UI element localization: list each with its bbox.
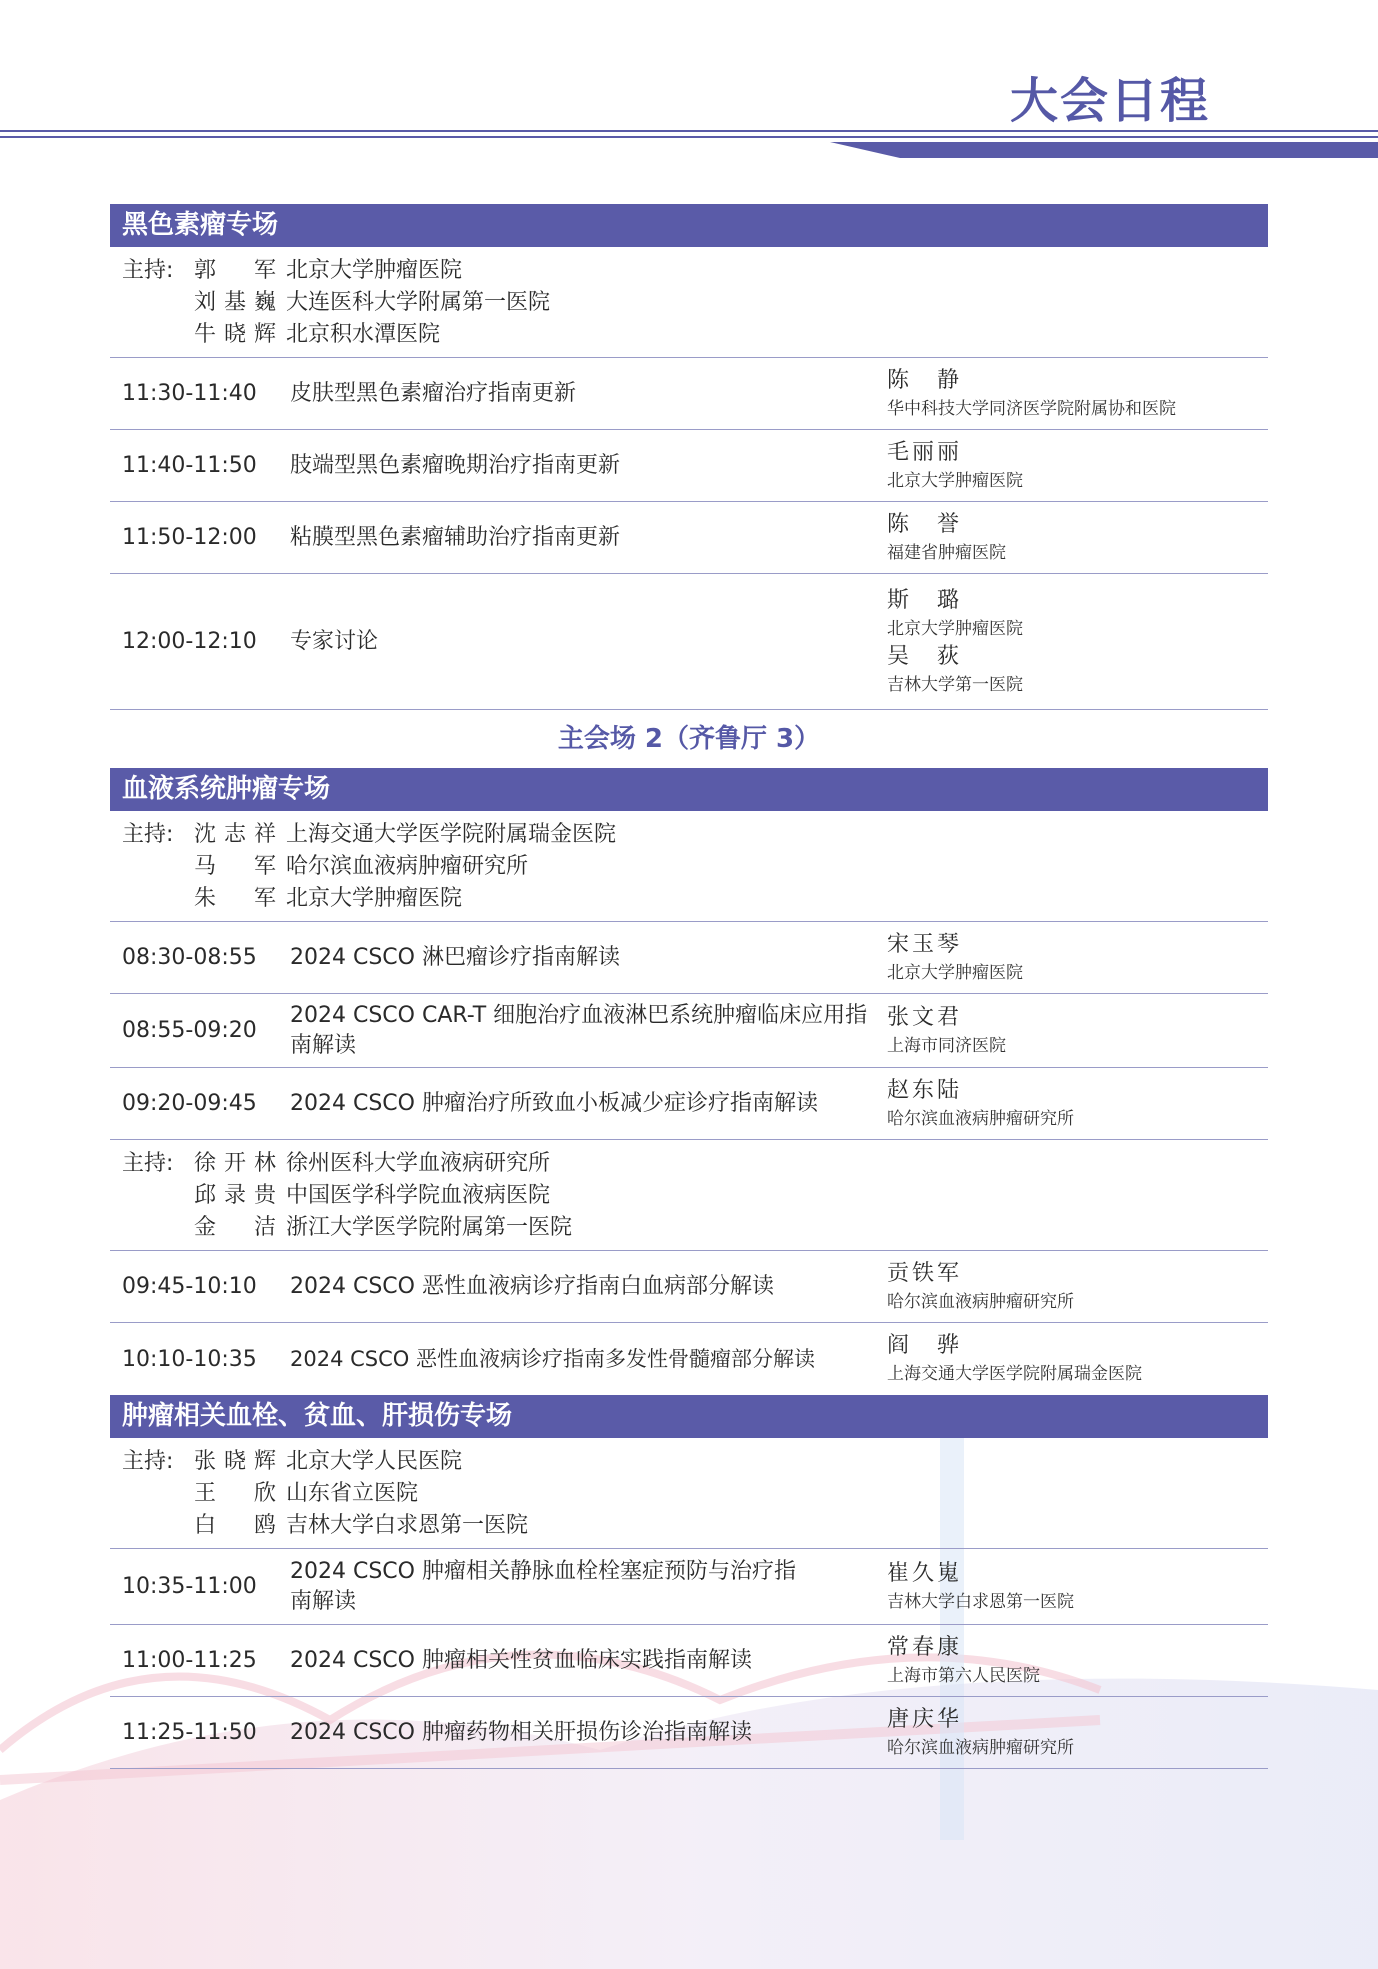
host-name: 朱 军 xyxy=(194,886,276,911)
talk-time: 12:00-12:10 xyxy=(122,629,257,654)
speaker xyxy=(885,930,1268,986)
speaker-name: 唐庆华 xyxy=(887,1706,959,1732)
host-name: 王 欣 xyxy=(194,1481,276,1506)
talk-title: 专家讨论 xyxy=(290,628,379,654)
talk-time: 11:40-11:50 xyxy=(122,453,257,478)
speaker-name: 吴 荻 xyxy=(887,643,959,669)
talk-time: 10:10-10:35 xyxy=(122,1346,257,1372)
speaker xyxy=(885,366,1268,422)
talk-row xyxy=(110,502,1268,574)
speaker-org: 华中科技大学同济医学院附属协和医院 xyxy=(887,398,1176,419)
host-org: 中国医学科学院血液病医院 xyxy=(286,1183,551,1208)
talk-time: 10:35-11:00 xyxy=(122,1574,257,1599)
speaker-name: 贡铁军 xyxy=(887,1260,959,1286)
host-org: 山东省立医院 xyxy=(286,1481,419,1506)
talk-title: 粘膜型黑色素瘤辅助治疗指南更新 xyxy=(290,524,621,550)
speaker-org: 吉林大学第一医院 xyxy=(887,674,1023,695)
host-row xyxy=(122,1212,1268,1244)
speaker-org: 上海交通大学医学院附属瑞金医院 xyxy=(887,1364,1142,1384)
talk-row xyxy=(110,1697,1268,1769)
talk-time: 09:45-10:10 xyxy=(122,1274,257,1299)
talk-title: 2024 CSCO 肿瘤药物相关肝损伤诊治指南解读 xyxy=(290,1719,752,1745)
host-row xyxy=(122,1148,1268,1180)
speaker-name: 常春康 xyxy=(887,1634,959,1660)
speaker-name: 毛丽丽 xyxy=(887,439,959,465)
speaker-org: 上海市同济医院 xyxy=(887,1035,1006,1056)
speaker-org: 福建省肿瘤医院 xyxy=(887,542,1006,563)
host-row xyxy=(122,1180,1268,1212)
speaker xyxy=(885,586,1268,698)
host-org: 北京大学人民医院 xyxy=(286,1449,463,1474)
talk-row xyxy=(110,430,1268,502)
host-name: 刘基巍 xyxy=(194,290,276,315)
host-org: 哈尔滨血液病肿瘤研究所 xyxy=(286,854,529,879)
host-row xyxy=(122,819,1268,851)
host-row xyxy=(122,883,1268,915)
host-org: 浙江大学医学院附属第一医院 xyxy=(286,1215,573,1240)
host-row xyxy=(122,1478,1268,1510)
talk-title: 2024 CSCO 肿瘤相关静脉血栓栓塞症预防与治疗指南解读 xyxy=(290,1558,796,1614)
speaker-org: 哈尔滨血液病肿瘤研究所 xyxy=(887,1291,1074,1312)
talk-row xyxy=(110,994,1268,1068)
talk-row xyxy=(110,1068,1268,1140)
speaker-org: 北京大学肿瘤医院 xyxy=(887,962,1023,983)
host-org: 北京大学肿瘤医院 xyxy=(286,886,463,911)
host-name: 沈志祥 xyxy=(194,822,276,847)
speaker xyxy=(885,1259,1268,1315)
host-row xyxy=(122,287,1268,319)
host-name: 郭 军 xyxy=(194,258,276,283)
speaker-name: 宋玉琴 xyxy=(887,931,959,957)
talk-row xyxy=(110,1251,1268,1323)
host-row xyxy=(122,255,1268,287)
host-name: 马 军 xyxy=(194,854,276,879)
header-rule xyxy=(0,130,1378,160)
talk-row xyxy=(110,1625,1268,1697)
host-row xyxy=(122,1446,1268,1478)
host-block xyxy=(110,247,1268,358)
talk-title: 2024 CSCO 肿瘤治疗所致血小板减少症诊疗指南解读 xyxy=(290,1090,818,1116)
talk-title: 2024 CSCO 淋巴瘤诊疗指南解读 xyxy=(290,944,620,970)
host-row xyxy=(122,319,1268,351)
talk-title: 皮肤型黑色素瘤治疗指南更新 xyxy=(290,380,577,406)
host-label: 主持: xyxy=(122,1449,174,1474)
speaker-name: 张文君 xyxy=(887,1004,959,1030)
talk-row xyxy=(110,574,1268,710)
talk-title: 肢端型黑色素瘤晚期治疗指南更新 xyxy=(290,452,621,478)
host-org: 吉林大学白求恩第一医院 xyxy=(286,1513,529,1538)
host-name: 白 鸥 xyxy=(194,1513,276,1538)
page-title: 大会日程 xyxy=(1009,73,1210,129)
talk-time: 11:50-12:00 xyxy=(122,525,257,550)
speaker xyxy=(885,1331,1268,1387)
speaker-org: 上海市第六人民医院 xyxy=(887,1665,1040,1686)
speaker-name: 陈 静 xyxy=(887,367,959,393)
speaker-name: 阎 骅 xyxy=(887,1333,959,1358)
host-label: 主持: xyxy=(122,258,174,283)
host-row xyxy=(122,1510,1268,1542)
section-header-thrombosis: 肿瘤相关血栓、贫血、肝损伤专场 xyxy=(110,1395,1268,1438)
host-org: 上海交通大学医学院附属瑞金医院 xyxy=(286,822,617,847)
speaker-name: 陈 誉 xyxy=(887,511,959,537)
section-header-hematology: 血液系统肿瘤专场 xyxy=(110,768,1268,811)
host-name: 牛晓辉 xyxy=(194,322,276,347)
talk-title: 2024 CSCO 肿瘤相关性贫血临床实践指南解读 xyxy=(290,1647,752,1673)
host-org: 北京大学肿瘤医院 xyxy=(286,258,463,283)
speaker-org: 吉林大学白求恩第一医院 xyxy=(887,1591,1074,1612)
sub-venue-heading: 主会场 2（齐鲁厅 3） xyxy=(557,724,821,754)
speaker-org: 哈尔滨血液病肿瘤研究所 xyxy=(887,1737,1074,1758)
host-row xyxy=(122,851,1268,883)
speaker-org: 北京大学肿瘤医院 xyxy=(887,618,1023,639)
speaker xyxy=(885,1633,1268,1689)
talk-time: 09:20-09:45 xyxy=(122,1091,257,1116)
talk-title: 2024 CSCO 恶性血液病诊疗指南多发性骨髓瘤部分解读 xyxy=(290,1347,815,1371)
host-name: 金 洁 xyxy=(194,1215,276,1240)
host-org: 徐州医科大学血液病研究所 xyxy=(286,1151,551,1176)
speaker xyxy=(885,438,1268,494)
speaker-name: 赵东陆 xyxy=(887,1077,959,1103)
talk-row xyxy=(110,922,1268,994)
talk-time: 08:55-09:20 xyxy=(122,1018,257,1043)
speaker xyxy=(885,1705,1268,1761)
host-name: 徐开林 xyxy=(194,1151,276,1176)
host-block xyxy=(110,1438,1268,1549)
speaker-org: 哈尔滨血液病肿瘤研究所 xyxy=(887,1108,1074,1129)
host-name: 邱录贵 xyxy=(194,1183,276,1208)
host-org: 北京积水潭医院 xyxy=(286,322,441,347)
talk-time: 11:25-11:50 xyxy=(122,1720,257,1745)
schedule xyxy=(110,204,1268,1769)
host-block xyxy=(110,811,1268,922)
speaker-name: 崔久嵬 xyxy=(887,1560,959,1586)
host-label: 主持: xyxy=(122,1151,174,1176)
section-header-melanoma: 黑色素瘤专场 xyxy=(110,204,1268,247)
talk-time: 11:30-11:40 xyxy=(122,381,257,406)
talk-row xyxy=(110,358,1268,430)
talk-row xyxy=(110,1323,1268,1395)
talk-title: 2024 CSCO 恶性血液病诊疗指南白血病部分解读 xyxy=(290,1273,774,1299)
speaker-org: 北京大学肿瘤医院 xyxy=(887,470,1023,491)
talk-time: 08:30-08:55 xyxy=(122,945,257,970)
speaker-name: 斯 璐 xyxy=(887,587,959,613)
host-block xyxy=(110,1140,1268,1251)
talk-time: 11:00-11:25 xyxy=(122,1648,257,1673)
speaker xyxy=(885,1559,1268,1615)
host-label: 主持: xyxy=(122,822,174,847)
talk-title: 2024 CSCO CAR-T 细胞治疗血液淋巴系统肿瘤临床应用指南解读 xyxy=(290,1002,868,1058)
speaker xyxy=(885,1003,1268,1059)
speaker xyxy=(885,1076,1268,1132)
host-org: 大连医科大学附属第一医院 xyxy=(286,290,551,315)
speaker xyxy=(885,510,1268,566)
talk-row xyxy=(110,1549,1268,1625)
host-name: 张晓辉 xyxy=(194,1449,276,1474)
